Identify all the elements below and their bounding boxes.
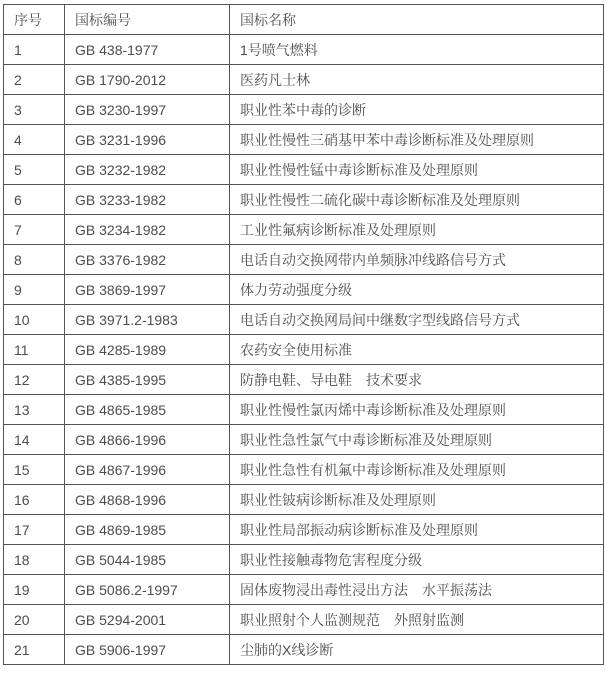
cell-index: 1 (4, 35, 65, 65)
cell-code: GB 4868-1996 (65, 485, 230, 515)
table-row (4, 275, 604, 305)
cell-code: GB 1790-2012 (65, 65, 230, 95)
cell-name: 职业性慢性三硝基甲苯中毒诊断标准及处理原则 (230, 125, 604, 155)
cell-name: 工业性氟病诊断标准及处理原则 (230, 215, 604, 245)
table-row (4, 635, 604, 665)
cell-code: GB 3376-1982 (65, 245, 230, 275)
cell-code: GB 4866-1996 (65, 425, 230, 455)
table-row (4, 575, 604, 605)
table-header (4, 5, 604, 35)
cell-code: GB 5906-1997 (65, 635, 230, 665)
cell-name: 职业性慢性氯丙烯中毒诊断标准及处理原则 (230, 395, 604, 425)
cell-code: GB 4867-1996 (65, 455, 230, 485)
table-row (4, 215, 604, 245)
cell-name: 职业性慢性二硫化碳中毒诊断标准及处理原则 (230, 185, 604, 215)
cell-index: 19 (4, 575, 65, 605)
cell-code: GB 3971.2-1983 (65, 305, 230, 335)
cell-name: 固体废物浸出毒性浸出方法 水平振荡法 (230, 575, 604, 605)
cell-code: GB 4285-1989 (65, 335, 230, 365)
cell-code: GB 5086.2-1997 (65, 575, 230, 605)
cell-name: 职业性急性氯气中毒诊断标准及处理原则 (230, 425, 604, 455)
cell-index: 2 (4, 65, 65, 95)
table-row (4, 125, 604, 155)
cell-code: GB 3233-1982 (65, 185, 230, 215)
table-row (4, 485, 604, 515)
cell-code: GB 3230-1997 (65, 95, 230, 125)
table-row (4, 155, 604, 185)
table-row (4, 335, 604, 365)
table-row (4, 515, 604, 545)
cell-name: 职业照射个人监测规范 外照射监测 (230, 605, 604, 635)
cell-name: 职业性苯中毒的诊断 (230, 95, 604, 125)
cell-index: 18 (4, 545, 65, 575)
cell-index: 17 (4, 515, 65, 545)
cell-index: 14 (4, 425, 65, 455)
table-row (4, 425, 604, 455)
cell-name: 职业性接触毒物危害程度分级 (230, 545, 604, 575)
cell-name: 1号喷气燃料 (230, 35, 604, 65)
header-cell-index: 序号 (4, 5, 65, 35)
standards-table-container (3, 4, 604, 665)
cell-index: 15 (4, 455, 65, 485)
cell-code: GB 5044-1985 (65, 545, 230, 575)
cell-name: 电话自动交换网带内单频脉冲线路信号方式 (230, 245, 604, 275)
table-row (4, 395, 604, 425)
cell-index: 20 (4, 605, 65, 635)
cell-code: GB 438-1977 (65, 35, 230, 65)
table-row (4, 65, 604, 95)
cell-name: 职业性局部振动病诊断标准及处理原则 (230, 515, 604, 545)
cell-name: 电话自动交换网局间中继数字型线路信号方式 (230, 305, 604, 335)
table-row (4, 245, 604, 275)
cell-name: 防静电鞋、导电鞋 技术要求 (230, 365, 604, 395)
cell-index: 5 (4, 155, 65, 185)
cell-index: 10 (4, 305, 65, 335)
cell-code: GB 5294-2001 (65, 605, 230, 635)
cell-index: 7 (4, 215, 65, 245)
header-row (4, 5, 604, 35)
cell-name: 尘肺的X线诊断 (230, 635, 604, 665)
table-row (4, 305, 604, 335)
cell-name: 职业性铍病诊断标准及处理原则 (230, 485, 604, 515)
cell-code: GB 4869-1985 (65, 515, 230, 545)
table-row (4, 35, 604, 65)
cell-index: 21 (4, 635, 65, 665)
cell-index: 8 (4, 245, 65, 275)
cell-index: 16 (4, 485, 65, 515)
table-row (4, 605, 604, 635)
cell-code: GB 3869-1997 (65, 275, 230, 305)
cell-code: GB 3234-1982 (65, 215, 230, 245)
table-body (4, 35, 604, 665)
cell-code: GB 3231-1996 (65, 125, 230, 155)
table-row (4, 95, 604, 125)
cell-name: 医药凡士林 (230, 65, 604, 95)
cell-index: 11 (4, 335, 65, 365)
table-row (4, 545, 604, 575)
cell-index: 12 (4, 365, 65, 395)
cell-name: 体力劳动强度分级 (230, 275, 604, 305)
standards-table (3, 4, 604, 665)
cell-code: GB 4865-1985 (65, 395, 230, 425)
cell-index: 6 (4, 185, 65, 215)
table-row (4, 455, 604, 485)
cell-code: GB 3232-1982 (65, 155, 230, 185)
table-row (4, 365, 604, 395)
header-cell-code: 国标编号 (65, 5, 230, 35)
cell-index: 13 (4, 395, 65, 425)
cell-name: 职业性急性有机氟中毒诊断标准及处理原则 (230, 455, 604, 485)
cell-code: GB 4385-1995 (65, 365, 230, 395)
cell-name: 农药安全使用标准 (230, 335, 604, 365)
cell-index: 4 (4, 125, 65, 155)
cell-name: 职业性慢性锰中毒诊断标准及处理原则 (230, 155, 604, 185)
cell-index: 3 (4, 95, 65, 125)
header-cell-name: 国标名称 (230, 5, 604, 35)
table-row (4, 185, 604, 215)
cell-index: 9 (4, 275, 65, 305)
